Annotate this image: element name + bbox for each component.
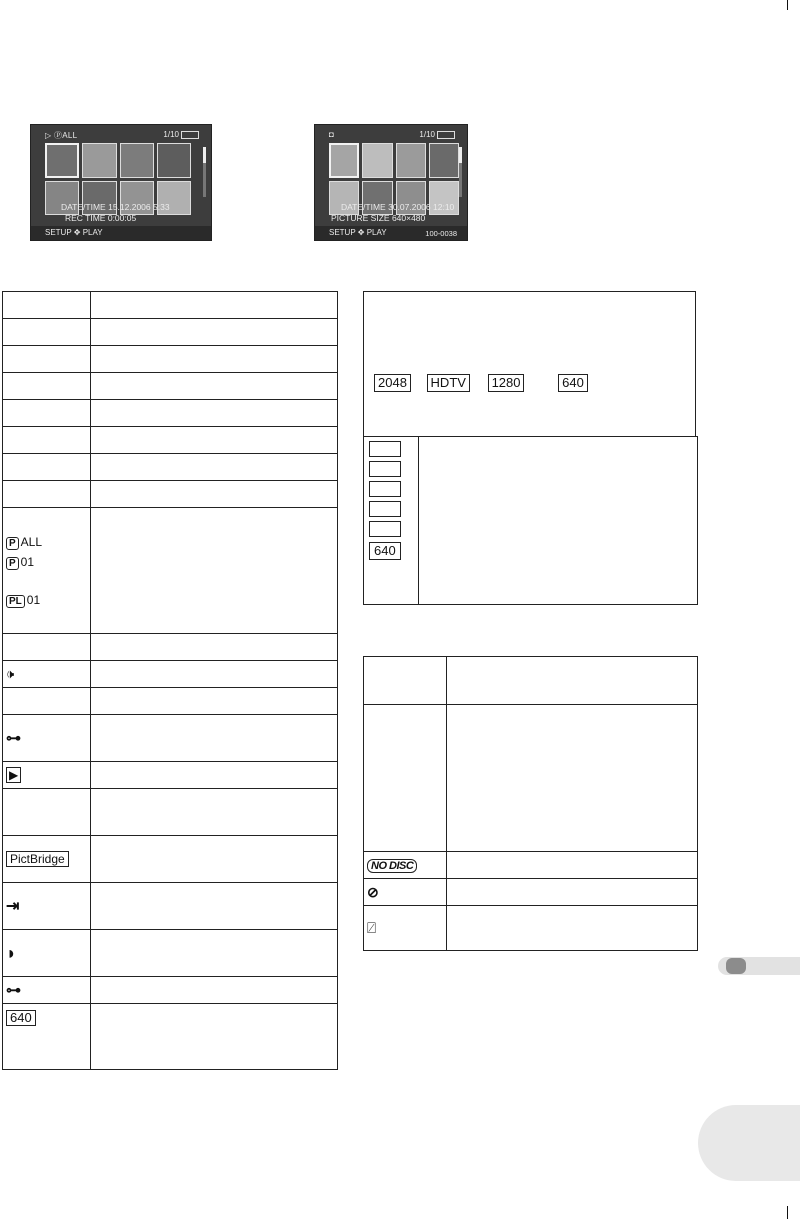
thumbnail[interactable] xyxy=(362,143,392,178)
thumbnail[interactable] xyxy=(429,143,459,178)
table-row xyxy=(3,292,338,319)
date-time-line: DATE/TIME 15.12.2006 5:33 xyxy=(61,202,170,212)
size-icon-list xyxy=(364,437,419,605)
scrollbar[interactable] xyxy=(459,147,462,197)
table-row xyxy=(3,789,338,836)
rec-time-line: REC TIME 0:00:05 xyxy=(65,213,137,223)
size-box xyxy=(369,461,401,477)
table-row xyxy=(3,634,338,661)
thumbnail[interactable] xyxy=(120,143,154,178)
thumbnail[interactable] xyxy=(396,143,426,178)
screen-counter: 1/10 xyxy=(163,130,199,139)
indicator-table-left xyxy=(2,291,338,1070)
playlist-all: P ALL xyxy=(6,532,87,552)
date-time-line: DATE/TIME 30.07.2006 12:10 xyxy=(341,202,455,212)
screen-bottom-bar: SETUP ✥ PLAY xyxy=(315,226,467,240)
key-icon: ⊶ xyxy=(6,730,21,747)
table-row xyxy=(3,319,338,346)
table-row xyxy=(3,762,338,789)
thumbnail[interactable] xyxy=(45,143,79,178)
battery-icon xyxy=(181,131,199,139)
pixel-size-1280: 1280 xyxy=(488,374,525,392)
crop-mark-bottom xyxy=(787,1206,788,1219)
still-playback-screen xyxy=(314,124,468,241)
size-box xyxy=(369,521,401,537)
joystick-icon: ✥ xyxy=(73,228,81,237)
playlist-icon: Ⓟ xyxy=(53,131,63,140)
size-box xyxy=(369,441,401,457)
picture-size-table xyxy=(363,436,698,605)
section-tab-marker xyxy=(718,957,800,975)
picture-size-box xyxy=(363,291,696,437)
status-table xyxy=(363,656,698,951)
disc-error-icon: ⊘ xyxy=(367,883,379,900)
table-row xyxy=(3,883,338,930)
picture-size-label: 640 xyxy=(6,1010,36,1026)
picture-size-line: PICTURE SIZE 640×480 xyxy=(331,213,426,223)
table-row xyxy=(364,879,698,906)
table-row xyxy=(3,688,338,715)
joystick-icon: ✥ xyxy=(357,228,365,237)
page-number-tab xyxy=(698,1105,800,1181)
size-box xyxy=(369,481,401,497)
table-row xyxy=(364,705,698,852)
table-row xyxy=(3,454,338,481)
thumbnail[interactable] xyxy=(157,143,191,178)
screen-bottom-bar: SETUP ✥ PLAY xyxy=(31,226,211,240)
scrollbar[interactable] xyxy=(203,147,206,197)
play-icon: ▷ xyxy=(45,131,54,140)
size-640-label: 640 xyxy=(369,542,401,560)
playback-mode-icon: ▶ xyxy=(6,767,21,783)
table-row xyxy=(3,836,338,883)
size-box xyxy=(369,501,401,517)
table-row xyxy=(3,977,338,1004)
playlist-01: P 01 xyxy=(6,552,87,572)
table-row xyxy=(364,852,698,879)
screen-status: ▷ ⓅALL xyxy=(45,131,78,140)
motion-playback-screen xyxy=(30,124,212,241)
table-row xyxy=(3,346,338,373)
pixel-size-640: 640 xyxy=(558,374,588,392)
table-row xyxy=(364,657,698,705)
table-row xyxy=(3,508,338,634)
thumbnail[interactable] xyxy=(329,143,359,178)
screen-counter: 1/10 xyxy=(419,130,455,139)
playlist-indicators xyxy=(3,508,91,634)
speaker-icon: 🕩 xyxy=(6,666,15,681)
table-row xyxy=(364,437,698,605)
pixel-size-hdtv: HDTV xyxy=(427,374,470,392)
eject-icon: ⇥ xyxy=(6,898,20,915)
thumbnail[interactable] xyxy=(82,143,116,178)
crop-mark-top xyxy=(787,0,788,10)
camera-icon: ◘ xyxy=(329,130,335,139)
table-row xyxy=(3,427,338,454)
no-disc-icon: NO DISC xyxy=(367,859,417,873)
scrollbar-knob[interactable] xyxy=(203,147,206,163)
table-row xyxy=(364,906,698,951)
table-row xyxy=(3,1004,338,1070)
table-row xyxy=(3,715,338,762)
table-row xyxy=(3,930,338,977)
key-icon: ⊶ xyxy=(6,982,21,999)
table-row xyxy=(3,481,338,508)
pictbridge-label: PictBridge xyxy=(6,851,69,867)
table-row xyxy=(3,661,338,688)
table-row xyxy=(3,373,338,400)
playlist-pl-01: PL 01 xyxy=(6,590,87,610)
battery-icon xyxy=(437,131,455,139)
file-number: 100-0038 xyxy=(425,229,457,238)
dpof-icon: ◗ xyxy=(6,942,17,963)
scrollbar-knob[interactable] xyxy=(459,147,462,163)
tab-dot xyxy=(726,958,746,974)
pixel-size-2048: 2048 xyxy=(374,374,411,392)
table-row xyxy=(3,400,338,427)
pixel-size-row xyxy=(374,374,588,392)
card-error-icon: ⍁ xyxy=(367,919,377,937)
